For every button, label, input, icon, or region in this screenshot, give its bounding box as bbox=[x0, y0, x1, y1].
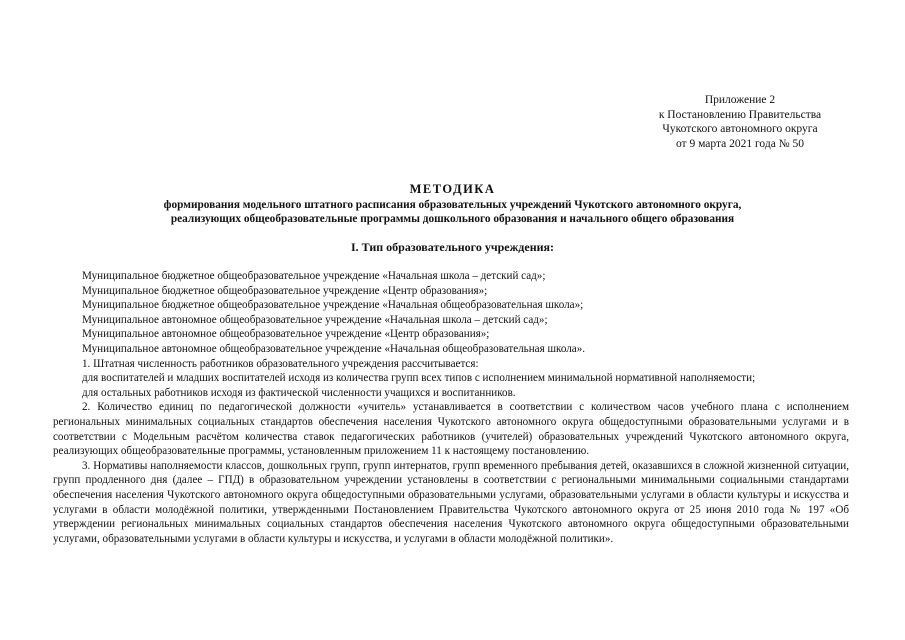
subtitle-line-2: реализующих общеобразовательные программы дошкольного образования и начального общего образования bbox=[170, 213, 735, 225]
document-subtitle bbox=[60, 198, 845, 226]
appendix-block bbox=[620, 93, 860, 151]
institution-item: Муниципальное автономное общеобразовательное учреждение «Центр образования»; bbox=[82, 328, 490, 341]
appendix-number: Приложение 2 bbox=[704, 94, 776, 106]
paragraph-staffing: 1. Штатная численность работников образовательного учреждения рассчитывается: bbox=[82, 357, 479, 370]
paragraph-educators: для воспитателей и младших воспитателей исходя из количества групп всех типов с исполнением минимальной нормативной наполняемости; bbox=[82, 372, 756, 385]
appendix-reference: к Постановлению Правительства bbox=[658, 108, 822, 121]
document-body bbox=[53, 269, 849, 546]
paragraph-class-norms: 3. Нормативы наполняемости классов, дошкольных групп, групп интернатов, групп временного пребывания детей, оказавшихся в сложной жизненной ситуации, групп продленного дня (далее – ГПД) в образовательном учреждении установлены в соответствии с региональными минимальными социальными стандартами обеспечения населения Чукотского автономного округа общедоступными образовательными услугами, образовательными услугами в области культуры и искусства и услугами в области молодёжной политики, утвержденными Постановлением Правительства Чукотского автономного округа от 25 июня 2010 года № 197 «Об утверждении региональных минимальных социальных стандартов обеспечения населения Чукотского автономного округа общедоступными образовательными услугами, образовательными услугами в области культуры и искусства, и услугами в области молодёжной политики». bbox=[53, 459, 849, 545]
subtitle-line-1: формирования модельного штатного расписания образовательных учреждений Чукотского автономного округа, bbox=[163, 199, 742, 211]
appendix-date: от 9 марта 2021 года № 50 bbox=[675, 137, 805, 150]
institution-item: Муниципальное бюджетное общеобразовательное учреждение «Начальная общеобразовательная школа»; bbox=[82, 299, 584, 312]
section-heading: I. Тип образовательного учреждения: bbox=[350, 240, 555, 254]
institution-item: Муниципальное бюджетное общеобразовательное учреждение «Начальная школа – детский сад»; bbox=[82, 270, 546, 282]
institution-item: Муниципальное автономное общеобразовательное учреждение «Начальная общеобразовательная школа». bbox=[82, 342, 586, 355]
document-title: МЕТОДИКА bbox=[409, 182, 496, 196]
institution-item: Муниципальное бюджетное общеобразовательное учреждение «Центр образования»; bbox=[82, 284, 488, 297]
paragraph-teacher-units: 2. Количество единиц по педагогической должности «учитель» устанавливается в соответствии с количеством часов учебного плана с исполнением региональных минимальных социальных стандартов обеспечения населения Чукотского автономного округа общедоступными образовательными услугами и в соответствии с Модельным расчётом количества ставок педагогических работников (учителей) образовательных учреждений Чукотского автономного округа, реализующих общеобразовательные программы, установленным приложением 11 к настоящему постановлению. bbox=[53, 401, 849, 458]
paragraph-other-staff: для остальных работников исходя из фактической численности учащихся и воспитанников. bbox=[82, 386, 516, 399]
institution-item: Муниципальное автономное общеобразовательное учреждение «Начальная школа – детский сад»; bbox=[82, 313, 548, 326]
appendix-region: Чукотского автономного округа bbox=[662, 123, 818, 135]
